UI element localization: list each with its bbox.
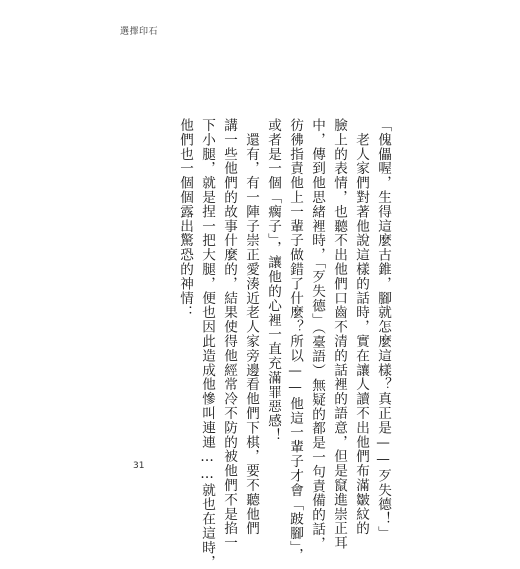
text-column: 「傀儡喔，生得這麼古錐，腳就怎麼這樣？真正是——歹失德！」: [375, 118, 391, 541]
text-column: 臉上的表情，也聽不出他們口齒不清的話裡的語意，但是竄進崇正耳: [331, 118, 347, 550]
text-column: 他們也一個個露出驚恐的神情：: [177, 118, 193, 320]
text-column: 彷彿指責他上一輩子做錯了什麼？所以——他這一輩子才會「跛腳」，: [287, 118, 303, 563]
body-text: [174, 118, 394, 569]
text-column: 講一些他們的故事什麼的，結果使得他經常冷不防的被他們不是掐一: [221, 118, 237, 550]
text-column: 還有，有一陣子崇正愛湊近老人家旁邊看他們下棋，要不聽他們: [243, 118, 259, 536]
text-column: 老人家們對著他說這樣的話時，實在讓人讀不出他們布滿皺紋的: [353, 118, 369, 536]
text-column: 下小腿，就是捏一把大腿，便也因此造成他慘叫連連……就也在這時，: [199, 118, 215, 569]
page-number: 31: [133, 461, 145, 471]
text-column: 中，傳到他思緒裡時，「歹失德」（臺語）無疑的都是一句責備的話，: [309, 118, 325, 551]
running-head: 選擇印石: [120, 27, 159, 37]
text-column: 或者是一個「瘸子」，讓他的心裡一直充滿罪惡感！: [265, 118, 281, 443]
